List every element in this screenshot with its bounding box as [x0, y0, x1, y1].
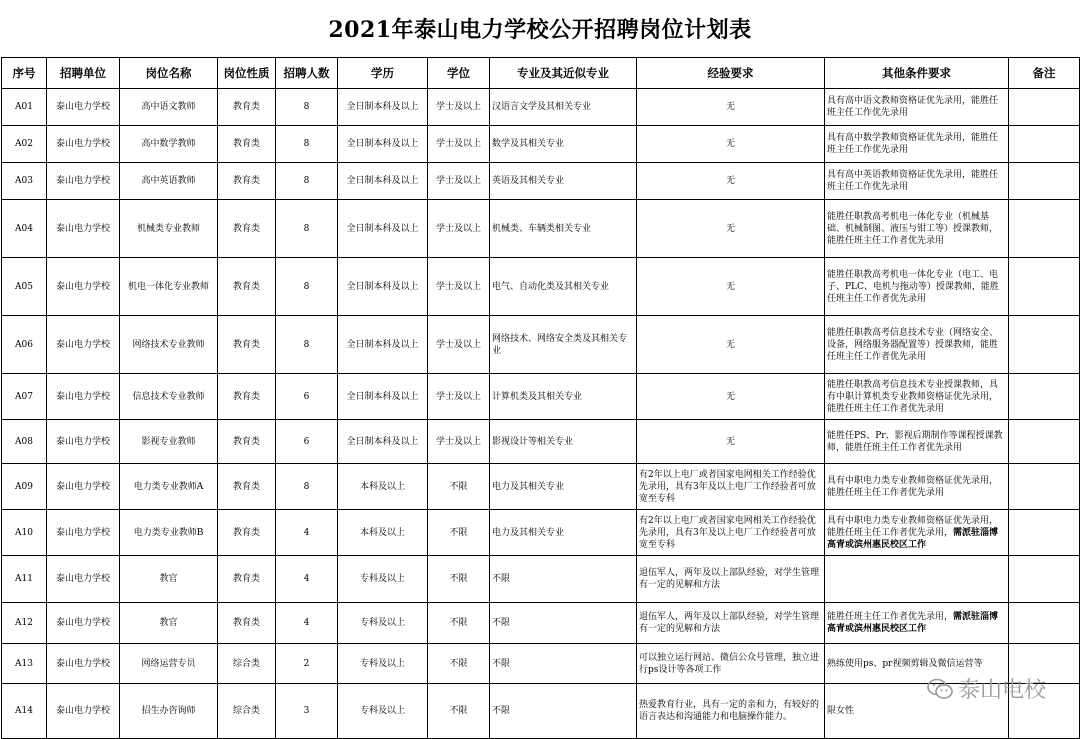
row-experience: 无 [637, 420, 825, 464]
row-count: 4 [276, 556, 338, 603]
row-note [1009, 200, 1080, 258]
row-major: 汉语言文学及其相关专业 [490, 89, 637, 126]
row-experience: 无 [637, 258, 825, 316]
row-note [1009, 316, 1080, 374]
row-type: 教育类 [218, 556, 276, 603]
row-major: 计算机类及其相关专业 [490, 374, 637, 420]
row-education: 全日制本科及以上 [338, 89, 428, 126]
row-other-text: 能胜任职教高考机电一体化专业（电工、电子、PLC、电机与拖动等）授课教师，能胜任班主任工作者优先录用 [827, 269, 999, 304]
row-count: 3 [276, 684, 338, 739]
row-type: 教育类 [218, 316, 276, 374]
table-row [2, 126, 1080, 163]
row-experience: 有2年以上电厂或者国家电网相关工作经验优先录用，具有3年及以上电厂工作经验者可放宽至专科 [637, 510, 825, 556]
row-type: 教育类 [218, 603, 276, 644]
row-index: A08 [2, 420, 47, 464]
row-unit: 泰山电力学校 [47, 464, 120, 510]
row-index: A13 [2, 644, 47, 684]
row-major: 网络技术、网络安全类及其相关专业 [490, 316, 637, 374]
row-other-text: 具有高中语文教师资格证优先录用，能胜任班主任工作优先录用 [827, 96, 999, 118]
col-header-post: 岗位名称 [120, 58, 218, 89]
row-other [825, 89, 1009, 126]
row-other-text: 具有高中英语教师资格证优先录用，能胜任班主任工作优先录用 [827, 170, 999, 192]
row-degree: 学士及以上 [428, 420, 490, 464]
row-other [825, 316, 1009, 374]
row-unit: 泰山电力学校 [47, 163, 120, 200]
row-note [1009, 89, 1080, 126]
row-post: 电力类专业教师A [120, 464, 218, 510]
row-experience: 可以独立运行网站、微信公众号管理，独立进行ps设计等各项工作 [637, 644, 825, 684]
row-other-text: 能胜任PS、Pr、影视后期制作等课程授课教师，能胜任班主任工作者优先录用 [827, 430, 1003, 453]
table-row [2, 374, 1080, 420]
row-experience: 无 [637, 200, 825, 258]
row-degree: 不限 [428, 464, 490, 510]
table-row [2, 644, 1080, 684]
row-other-text: 能胜任职教高考机电一体化专业（机械基础、机械制图、液压与钳工等）授课教师，能胜任班主任工作者优先录用 [827, 211, 999, 246]
table-row [2, 316, 1080, 374]
row-unit: 泰山电力学校 [47, 603, 120, 644]
col-header-education: 学历 [338, 58, 428, 89]
row-post: 网络运营专员 [120, 644, 218, 684]
row-major: 电力及其相关专业 [490, 464, 637, 510]
row-index: A04 [2, 200, 47, 258]
row-education: 专科及以上 [338, 644, 428, 684]
row-experience: 退伍军人，两年及以上部队经验，对学生管理有一定的见解和方法 [637, 556, 825, 603]
row-experience: 无 [637, 316, 825, 374]
watermark-text: 泰山电校 [957, 678, 1046, 703]
row-experience: 无 [637, 163, 825, 200]
row-unit: 泰山电力学校 [47, 258, 120, 316]
recruitment-plan-table [1, 57, 1080, 739]
row-major: 数学及其相关专业 [490, 126, 637, 163]
row-unit: 泰山电力学校 [47, 126, 120, 163]
row-post: 高中数学教师 [120, 126, 218, 163]
row-education: 本科及以上 [338, 464, 428, 510]
row-unit: 泰山电力学校 [47, 420, 120, 464]
row-education: 全日制本科及以上 [338, 200, 428, 258]
table-row [2, 200, 1080, 258]
row-count: 8 [276, 126, 338, 163]
row-degree: 学士及以上 [428, 126, 490, 163]
row-index: A02 [2, 126, 47, 163]
col-header-type: 岗位性质 [218, 58, 276, 89]
row-degree: 不限 [428, 556, 490, 603]
row-experience: 热爱教育行业，具有一定的亲和力，有较好的语言表达和沟通能力和电脑操作能力。 [637, 684, 825, 739]
table-row [2, 89, 1080, 126]
row-index: A14 [2, 684, 47, 739]
row-experience: 无 [637, 126, 825, 163]
row-count: 8 [276, 163, 338, 200]
row-education: 全日制本科及以上 [338, 126, 428, 163]
table-row [2, 684, 1080, 739]
row-education: 本科及以上 [338, 510, 428, 556]
row-note [1009, 126, 1080, 163]
row-post: 网络技术专业教师 [120, 316, 218, 374]
row-type: 综合类 [218, 684, 276, 739]
row-post: 高中语文教师 [120, 89, 218, 126]
row-other [825, 603, 1009, 644]
row-unit: 泰山电力学校 [47, 200, 120, 258]
row-other [825, 163, 1009, 200]
col-header-major: 专业及其近似专业 [490, 58, 637, 89]
row-degree: 学士及以上 [428, 89, 490, 126]
row-type: 教育类 [218, 258, 276, 316]
row-experience: 无 [637, 89, 825, 126]
col-header-degree: 学位 [428, 58, 490, 89]
row-count: 8 [276, 258, 338, 316]
row-other [825, 464, 1009, 510]
row-note [1009, 603, 1080, 644]
row-other [825, 258, 1009, 316]
row-degree: 学士及以上 [428, 163, 490, 200]
row-unit: 泰山电力学校 [47, 556, 120, 603]
row-other [825, 126, 1009, 163]
col-header-index: 序号 [2, 58, 47, 89]
col-header-other: 其他条件要求 [825, 58, 1009, 89]
row-post: 信息技术专业教师 [120, 374, 218, 420]
row-education: 全日制本科及以上 [338, 258, 428, 316]
row-count: 4 [276, 510, 338, 556]
row-unit: 泰山电力学校 [47, 644, 120, 684]
row-unit: 泰山电力学校 [47, 510, 120, 556]
row-other-text: 具有中职电力类专业教师资格证优先录用，能胜任班主任工作者优先录用 [827, 475, 999, 498]
row-major: 不限 [490, 684, 637, 739]
header-row [2, 58, 1080, 89]
row-other-emphasis: 需派驻淄博高青或滨州惠民校区工作 [827, 612, 999, 634]
table-row [2, 420, 1080, 464]
row-other [825, 374, 1009, 420]
row-post: 影视专业教师 [120, 420, 218, 464]
row-education: 全日制本科及以上 [338, 316, 428, 374]
row-post: 招生办咨询师 [120, 684, 218, 739]
row-count: 8 [276, 89, 338, 126]
row-type: 综合类 [218, 644, 276, 684]
col-header-note: 备注 [1009, 58, 1080, 89]
row-major: 不限 [490, 644, 637, 684]
row-index: A01 [2, 89, 47, 126]
row-major: 不限 [490, 603, 637, 644]
row-count: 8 [276, 200, 338, 258]
row-type: 教育类 [218, 420, 276, 464]
table-row [2, 510, 1080, 556]
row-degree: 不限 [428, 644, 490, 684]
table-row [2, 556, 1080, 603]
watermark [927, 673, 1046, 704]
row-count: 6 [276, 420, 338, 464]
table-row [2, 258, 1080, 316]
row-type: 教育类 [218, 200, 276, 258]
row-degree: 不限 [428, 603, 490, 644]
row-index: A11 [2, 556, 47, 603]
row-other-text: 能胜任班主任工作者优先录用， [827, 612, 954, 622]
row-other [825, 200, 1009, 258]
row-unit: 泰山电力学校 [47, 316, 120, 374]
row-major: 电气、自动化类及其相关专业 [490, 258, 637, 316]
row-index: A09 [2, 464, 47, 510]
row-other-text: 具有高中数学教师资格证优先录用，能胜任班主任工作优先录用 [827, 133, 999, 155]
row-experience: 无 [637, 374, 825, 420]
row-major: 英语及其相关专业 [490, 163, 637, 200]
row-degree: 学士及以上 [428, 316, 490, 374]
row-type: 教育类 [218, 374, 276, 420]
row-note [1009, 258, 1080, 316]
table-row [2, 163, 1080, 200]
row-unit: 泰山电力学校 [47, 89, 120, 126]
row-post: 电力类专业教师B [120, 510, 218, 556]
row-unit: 泰山电力学校 [47, 374, 120, 420]
row-education: 全日制本科及以上 [338, 420, 428, 464]
row-other-emphasis: 需派驻淄博高青或滨州惠民校区工作 [827, 527, 999, 550]
row-other [825, 420, 1009, 464]
col-header-experience: 经验要求 [637, 58, 825, 89]
row-major: 机械类、车辆类相关专业 [490, 200, 637, 258]
table-row [2, 464, 1080, 510]
row-note [1009, 464, 1080, 510]
row-education: 专科及以上 [338, 684, 428, 739]
row-unit: 泰山电力学校 [47, 684, 120, 739]
row-degree: 学士及以上 [428, 374, 490, 420]
row-major: 影视设计等相关专业 [490, 420, 637, 464]
row-other-text: 能胜任职教高考信息技术专业授课教师，具有中职计算机类专业教师资格证优先录用，能胜任班主任工作者优先录用 [827, 379, 999, 414]
row-post: 教官 [120, 603, 218, 644]
row-type: 教育类 [218, 126, 276, 163]
row-degree: 学士及以上 [428, 200, 490, 258]
row-note [1009, 374, 1080, 420]
row-count: 6 [276, 374, 338, 420]
row-education: 全日制本科及以上 [338, 163, 428, 200]
row-type: 教育类 [218, 163, 276, 200]
row-other-text: 具有中职电力类专业教师资格证优先录用，能胜任班主任工作者优先录用， [827, 515, 999, 538]
row-experience: 退伍军人，两年及以上部队经验，对学生管理有一定的见解和方法 [637, 603, 825, 644]
row-post: 机电一体化专业教师 [120, 258, 218, 316]
row-note [1009, 556, 1080, 603]
row-type: 教育类 [218, 89, 276, 126]
row-index: A07 [2, 374, 47, 420]
row-count: 8 [276, 316, 338, 374]
row-index: A10 [2, 510, 47, 556]
table-title: 2021年泰山电力学校公开招聘岗位计划表 [328, 17, 752, 43]
wechat-icon [927, 678, 953, 700]
row-other-text: 熟练使用ps、pr视频剪辑及微信运营等 [827, 658, 983, 669]
row-index: A03 [2, 163, 47, 200]
row-index: A12 [2, 603, 47, 644]
row-other-text: 限女性 [827, 706, 855, 716]
row-post: 高中英语教师 [120, 163, 218, 200]
row-note [1009, 163, 1080, 200]
row-index: A06 [2, 316, 47, 374]
row-note [1009, 420, 1080, 464]
row-major: 不限 [490, 556, 637, 603]
row-post: 教官 [120, 556, 218, 603]
row-count: 8 [276, 464, 338, 510]
row-education: 专科及以上 [338, 556, 428, 603]
row-post: 机械类专业教师 [120, 200, 218, 258]
row-degree: 不限 [428, 510, 490, 556]
row-degree: 不限 [428, 684, 490, 739]
row-type: 教育类 [218, 510, 276, 556]
row-other-text: 能胜任职教高考信息技术专业（网络安全、设备，网络服务器配置等）授课教师，能胜任班主任工作者优先录用 [827, 327, 999, 362]
row-education: 全日制本科及以上 [338, 374, 428, 420]
row-major: 电力及其相关专业 [490, 510, 637, 556]
col-header-unit: 招聘单位 [47, 58, 120, 89]
row-education: 专科及以上 [338, 603, 428, 644]
row-count: 2 [276, 644, 338, 684]
row-degree: 学士及以上 [428, 258, 490, 316]
col-header-count: 招聘人数 [276, 58, 338, 89]
row-index: A05 [2, 258, 47, 316]
row-other [825, 556, 1009, 603]
row-count: 4 [276, 603, 338, 644]
row-experience: 有2年以上电厂或者国家电网相关工作经验优先录用，具有3年及以上电厂工作经验者可放宽至专科 [637, 464, 825, 510]
row-other [825, 510, 1009, 556]
row-note [1009, 510, 1080, 556]
table-row [2, 603, 1080, 644]
row-type: 教育类 [218, 464, 276, 510]
